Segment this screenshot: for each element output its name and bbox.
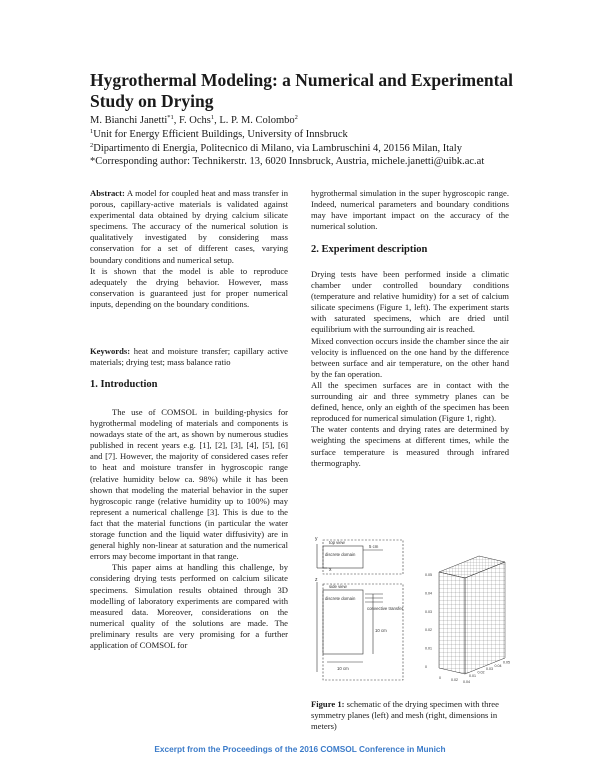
affiliation-3 [90, 155, 484, 168]
mesh-tick-label: 0.01 [425, 646, 432, 651]
proceedings-footer: Excerpt from the Proceedings of the 2016 COMSOL Conference in Munich [154, 744, 446, 754]
abstract-text-2: It is shown that the model is able to reproduce adequately the drying behavior. However, mass conservation is guaranteed just for proper numerical inputs, depending on the boundary conditions. [90, 265, 288, 309]
intro-paragraph-2: This paper aims at handling this challenge, by considering drying tests performed on calcium silicate specimens. Simulation results obtained through 3D modelling of laboratory experiments are compared with measured data. Moreover, considerations on the numerical quality of the solutions are made. The preliminary results are very promising for a further application of COMSOL for [90, 562, 288, 650]
affiliation-1 [90, 128, 348, 141]
affil-text: *Corresponding author: Technikerstr. 13, 6020 Innsbruck, Austria, michele.janetti@uibk.ac.at [90, 156, 485, 167]
dimension-label: 5 cm [369, 544, 379, 549]
dimension-label: 10 cm [337, 666, 349, 671]
author-name: L. P. M. Colombo [219, 115, 295, 126]
affil-sup: 2 [90, 142, 94, 149]
mesh-tick-label: 0.01 [469, 674, 476, 678]
axis-label: z [315, 577, 318, 583]
axis-label: x [329, 567, 332, 573]
abstract-text: A model for coupled heat and mass transfer in porous, capillary-active materials is validated against experimental data obtained by drying calcium silicate specimens. The accuracy of the numerical solution is qualitatively investigated by considering mass conservation for a set of different cases, varying boundary conditions and numerical setup. [90, 188, 288, 265]
mesh-tick-label: 0.04 [463, 680, 470, 684]
figure-1 [311, 532, 521, 692]
keywords-text: heat and moisture transfer; capillary active materials; drying test; mass balance ratio [90, 346, 288, 368]
mesh-side-face [465, 562, 505, 674]
discrete-domain-label: discrete domain [325, 596, 356, 601]
mesh-tick-label: 0.05 [425, 573, 432, 577]
mesh-tick-label: 0.04 [494, 663, 502, 668]
section-heading-introduction: 1. Introduction [90, 379, 158, 390]
discrete-domain-label: discrete domain [325, 552, 356, 557]
col2-top-text: hygrothermal simulation in the super hygroscopic range. Indeed, numerical parameters and boundary conditions may have important impact on the accuracy of the numerical solution. [311, 188, 509, 232]
mesh-front-face [439, 572, 465, 674]
intro-body [90, 407, 288, 651]
figure-label: Figure 1: [311, 699, 345, 709]
mesh-tick-label: 0 [439, 676, 441, 680]
dimension-label: 10 cm [375, 628, 387, 633]
convective-label: convective transfer [367, 606, 404, 611]
keywords-block [90, 346, 288, 368]
experiment-body [311, 269, 509, 469]
figure-caption-text: schematic of the drying specimen with three symmetry planes (left) and mesh (right, dimensions in meters) [311, 699, 499, 732]
experiment-paragraph-2: Mixed convection occurs inside the chamber since the air velocity is influenced on the one hand by the difference between surface and air temperature, on the other hand by the fan operation. [311, 335, 509, 379]
axis-label: y [315, 536, 318, 542]
mesh-tick-label: 0.04 [425, 591, 432, 596]
paper-title: Hygrothermal Modeling: a Numerical and Experimental Study on Drying [90, 70, 514, 111]
author-sup: 2 [294, 114, 298, 121]
top-view-domain [323, 546, 363, 568]
convective-arrows [365, 594, 383, 602]
figure-caption [311, 699, 509, 732]
author-line: M. Bianchi Janetti$^{*1}$, F. Ochs$^1$, L. P. M. Colombo$^2$ [90, 114, 298, 126]
mesh-tick-label: 0.05 [503, 660, 510, 665]
experiment-paragraph-4: The water contents and drying rates are determined by weighting the specimens at different times, while the surface temperature is measured through infrared thermography. [311, 424, 509, 468]
side-view-label: side view [329, 584, 347, 589]
author-sup: 1 [210, 114, 215, 121]
mesh-tick-label: 0 [425, 665, 427, 669]
abstract-block [90, 188, 288, 310]
affil-sup: 1 [90, 128, 94, 135]
col2-continuation [311, 188, 509, 232]
author-sup: *1 [167, 114, 174, 121]
experiment-paragraph-1: Drying tests have been performed inside a climatic chamber under controlled boundary conditions (temperature and relative humidity) for a set of calcium silicate specimens (Figure 1, left). The experiment starts with saturated specimens, which are dried until equilibrium with the surrounding air is reached. [311, 269, 509, 335]
mesh-tick-label: 0.02 [477, 670, 485, 675]
affil-text: Dipartimento di Energia, Politecnico di Milano, via Lambruschini 4, 20156 Milan, Italy [93, 143, 462, 154]
section-heading-experiment: 2. Experiment description [311, 244, 428, 255]
mesh-x-ticks [439, 676, 470, 684]
mesh-3d [439, 556, 505, 674]
author-name: M. Bianchi Janetti [90, 115, 168, 126]
mesh-tick-label: 0.03 [486, 667, 493, 672]
intro-paragraph-1: The use of COMSOL in building-physics for hygrothermal modeling of materials and components is nowadays state of the art, as shown by numerous studies published in recent years e.g. [1], [2], [3], [4], [5], [6] and [7]. However, the majority of considered cases refer to heat and moisture transfer in hygroscopic range (relative humidity below ca. 98%) while it has been shown that modeling the material behavior in the super hygroscopic range (relative humidity up to 100%) may represent a numerical challenge [3]. This is due to the fact that the material functions (in particular the water storage function and the liquid water diffusivity) are in general highly non-linear at saturation and the numerical errors may become important in that range. [90, 407, 288, 562]
keywords-label: Keywords: [90, 346, 131, 356]
mesh-tick-label: 0.03 [425, 609, 432, 614]
author-name: F. Ochs [179, 115, 211, 126]
experiment-paragraph-3: All the specimen surfaces are in contact with the surrounding air and three symmetry planes can be defined, hence, only an eighth of the specimen has been reproduced for numerical simulation (Figure 1, right). [311, 379, 509, 424]
affil-text: Unit for Energy Efficient Buildings, University of Innsbruck [93, 129, 348, 140]
abstract-label: Abstract: [90, 188, 125, 198]
affiliation-2 [90, 142, 462, 155]
mesh-z-ticks [425, 573, 432, 669]
mesh-tick-label: 0.02 [451, 678, 458, 682]
mesh-tick-label: 0.02 [425, 628, 432, 633]
top-view-label: top view [329, 540, 345, 545]
